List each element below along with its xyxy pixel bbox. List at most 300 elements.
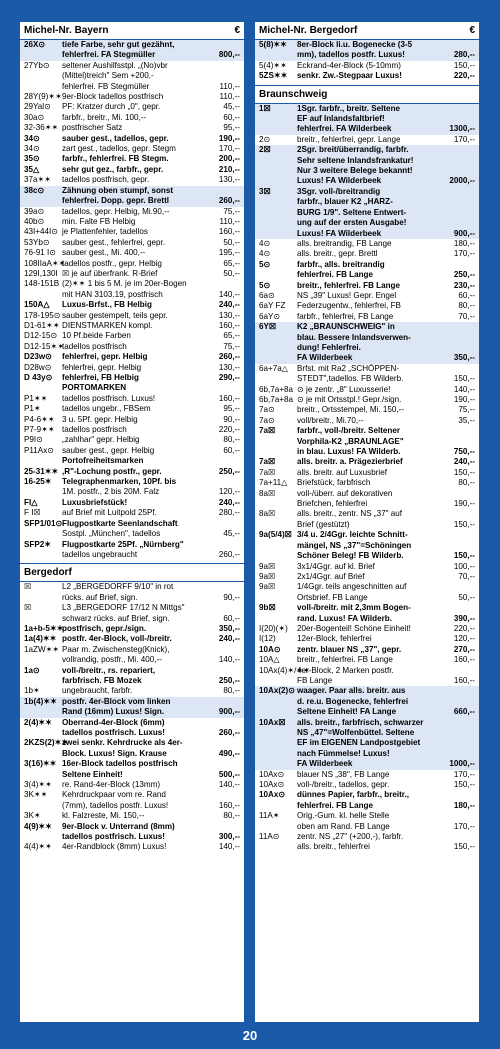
description: alls. breitrandig, FB Lange — [297, 238, 392, 248]
price — [206, 186, 240, 196]
price — [206, 383, 240, 393]
description: ⊙ je mit Ortsstpl.! Gepr./sign. — [297, 395, 402, 404]
price: 80,-- — [223, 811, 240, 821]
catalog-number: 5(8)✶✶ — [259, 40, 287, 49]
catalog-row — [255, 343, 479, 353]
catalog-row — [20, 487, 244, 497]
catalog-number: P1✶✶ — [24, 393, 48, 403]
catalog-number: 16-25✶ — [24, 477, 52, 487]
description: FA Wilderbeek — [297, 353, 353, 363]
description: EF im EIGENEN Landpostgebiet — [297, 738, 421, 748]
catalog-row — [255, 457, 479, 467]
description: Paar m. Zwischensteg(Knick), — [62, 644, 170, 654]
price — [206, 645, 240, 655]
description: ,R"-Lochung postfr., gepr. — [62, 466, 162, 476]
description: 3Sgr. voll-/breitrandig — [297, 186, 381, 196]
price: 300,-- — [218, 832, 240, 842]
catalog-number: P11Ax⊙ — [24, 445, 55, 455]
price: 140,-- — [218, 289, 240, 299]
price — [206, 540, 240, 550]
catalog-number: 2⊙ — [259, 134, 271, 144]
description: L2 „BERGEDORFF 9/10" in rot — [62, 582, 174, 592]
price — [441, 718, 475, 728]
description: mängel, NS „37"=Schöningen — [297, 540, 412, 550]
description: fehlerfrei. FA Wilderbeek — [297, 124, 392, 134]
catalog-number: 10A⊙ — [259, 644, 281, 654]
price — [206, 822, 240, 832]
price: 140,-- — [218, 842, 240, 852]
price — [206, 759, 240, 769]
catalog-number — [259, 218, 297, 228]
catalog-row — [20, 477, 244, 487]
catalog-row — [20, 603, 244, 613]
catalog-row — [255, 197, 479, 207]
description: 16er-Block tadellos postfrisch — [62, 759, 178, 769]
price: 75,-- — [223, 206, 240, 216]
catalog-row — [20, 456, 244, 466]
description: voll/breitr., Mi.70,-- — [297, 415, 364, 425]
catalog-number — [259, 697, 297, 707]
description: STEDT",tadellos. FB Wilderb. — [297, 374, 404, 384]
catalog-row — [255, 166, 479, 176]
price: 220,-- — [453, 623, 475, 633]
catalog-number: 5⊙ — [259, 259, 271, 269]
catalog-number: 2KZS(2)✶✶ — [24, 738, 69, 748]
catalog-number — [24, 487, 62, 497]
price: 260,-- — [218, 549, 240, 559]
catalog-number — [24, 50, 62, 60]
description: rand. Luxus! FA Wilderb. — [297, 613, 392, 623]
price: 220,-- — [218, 425, 240, 435]
catalog-number — [259, 801, 297, 811]
catalog-row — [20, 321, 244, 331]
price: 45,-- — [223, 102, 240, 112]
catalog-number: 5⊙ — [259, 280, 271, 290]
description: rücks. auf Brief, sign. — [62, 592, 138, 602]
price — [441, 260, 475, 270]
price: 900,-- — [218, 707, 240, 717]
description: fehlerfrei. FA Stegmüller — [62, 50, 156, 60]
catalog-row — [20, 697, 244, 707]
catalog-number: 34⊙ — [24, 133, 40, 143]
description: 4er-Randblock (8mm) Luxus! — [62, 842, 167, 852]
catalog-number — [24, 82, 62, 92]
catalog-number — [259, 842, 297, 852]
description: Luxus! FA Wilderbeek — [297, 228, 382, 238]
catalog-row — [20, 770, 244, 780]
page-number: 20 — [242, 1028, 258, 1043]
column-header — [255, 22, 479, 40]
catalog-number — [259, 270, 297, 280]
description: 4er-Block, 2 Marken postfr. — [297, 665, 394, 675]
catalog-number — [259, 728, 297, 738]
price — [441, 437, 475, 447]
catalog-row — [255, 416, 479, 426]
catalog-row — [20, 822, 244, 832]
catalog-row — [255, 270, 479, 280]
catalog-number — [24, 801, 62, 811]
column-header-label: Michel-Nr. Bayern — [24, 25, 109, 36]
description: Schöner Beleg! FB Wilderb. — [297, 551, 404, 561]
description: alls. breitr., zentr. NS „37" auf — [297, 509, 402, 519]
price: 350,-- — [453, 353, 475, 363]
price: 45,-- — [223, 529, 240, 539]
price: 70,-- — [458, 571, 475, 581]
price — [441, 426, 475, 436]
description: breitr., fehlerfrei, gepr. Lange — [297, 134, 401, 144]
catalog-number: P4-6✶✶ — [24, 414, 55, 424]
catalog-number: 6a⊙ — [259, 290, 275, 300]
catalog-row — [20, 102, 244, 112]
description: fehlerfrei. FB Lange — [297, 270, 374, 280]
catalog-number — [259, 343, 297, 353]
price: 90,-- — [223, 414, 240, 424]
description: Zähnung oben stumpf, sonst — [62, 185, 174, 195]
catalog-number: 10Ax⊙ — [259, 769, 285, 779]
catalog-number: 1a⊙ — [24, 665, 40, 675]
catalog-row — [255, 395, 479, 405]
description: EF auf Inlandsfaltbrief! — [297, 114, 385, 124]
price: 160,-- — [218, 800, 240, 810]
catalog-row — [20, 790, 244, 800]
section-title: Bergedorf — [20, 563, 244, 582]
price: 800,-- — [218, 50, 240, 60]
description: d. re.u. Bogenecke, fehlerfrei — [297, 696, 409, 706]
description: Vorphila-K2 „BRAUNLAGE" — [297, 436, 404, 446]
catalog-number: SFP1/01⊙ — [24, 518, 63, 528]
description: ☒ je auf überfrank. R-Brief — [62, 268, 158, 278]
description: ung auf der ersten Ausgabe! — [297, 218, 407, 228]
description: tadellos postfrisch — [62, 341, 127, 351]
description: FB Lange — [297, 675, 333, 685]
catalog-row — [255, 156, 479, 166]
description: BURG 1/9". Seltene Entwert- — [297, 207, 407, 217]
catalog-row — [20, 123, 244, 133]
catalog-number: 7a☒ — [259, 426, 276, 436]
catalog-row — [20, 134, 244, 144]
description: breitr., fehlerfrei. FB Lange — [297, 655, 393, 665]
price: 150,-- — [453, 374, 475, 384]
description: voll-/breitr., tadellos, gepr. — [297, 780, 390, 790]
description: zentr. blauer NS „37", gepr. — [297, 644, 402, 654]
description: L3 „BERGEDORF 17/12 N Mittgs" — [62, 603, 185, 613]
description: 12er-Block, fehlerfrei — [297, 634, 372, 644]
price — [441, 40, 475, 50]
catalog-number: 4(4)✶✶ — [24, 842, 52, 852]
catalog-number: 26X⊙ — [24, 40, 46, 49]
description: breitr., fehlerfrei. FB Lange — [297, 280, 400, 290]
catalog-number: D12-15⊙ — [24, 331, 58, 341]
price: 160,-- — [218, 320, 240, 330]
catalog-row — [255, 738, 479, 748]
price: 150,-- — [453, 467, 475, 477]
description: 10 Pf.beide Farben — [62, 331, 131, 341]
catalog-number: P9I⊙ — [24, 435, 43, 445]
price — [441, 343, 475, 353]
catalog-row — [255, 208, 479, 218]
price: 90,-- — [223, 592, 240, 602]
catalog-number — [259, 166, 297, 176]
price — [206, 582, 240, 592]
catalog-number — [24, 832, 62, 842]
price — [206, 666, 240, 676]
price — [206, 697, 240, 707]
description: voll-/breitr. mit 2,3mm Bogen- — [297, 603, 411, 613]
description: min. Falte FB Helbig — [62, 216, 136, 226]
description: (7mm), tadellos postfr. Luxus! — [62, 800, 169, 810]
catalog-number — [259, 614, 297, 624]
catalog-number: 76-91 I⊙ — [24, 248, 56, 258]
description: 1/4Ggr. teils angeschnitten auf — [297, 582, 407, 592]
description: fehlerfrei, FB Helbig — [62, 373, 139, 382]
catalog-row — [255, 697, 479, 707]
catalog-number: 10Ax☒ — [259, 717, 286, 727]
description: blauer NS „38", FB Lange — [297, 769, 390, 779]
catalog-number: 8a☒ — [259, 488, 276, 498]
price: 170,-- — [453, 249, 475, 259]
catalog-number — [259, 197, 297, 207]
catalog-row — [20, 144, 244, 154]
catalog-number: 35△ — [24, 164, 40, 174]
price: 250,-- — [218, 466, 240, 476]
catalog-number — [259, 499, 297, 509]
price: 80,-- — [223, 686, 240, 696]
catalog-row — [255, 801, 479, 811]
description: zentr. NS „27" (+200,-), farbfr. — [297, 832, 404, 842]
description: alls. breitr. auf Luxusbrief — [297, 467, 387, 477]
catalog-row — [255, 385, 479, 395]
catalog-number — [24, 290, 62, 300]
description: 2x1/4Ggr. auf Brief — [297, 571, 365, 581]
catalog-number: 1aZW✶✶ — [24, 644, 60, 654]
description: farbfr., blauer K2 „HARZ- — [297, 197, 393, 207]
description: in blau. Luxus! FA Wilderb. — [297, 447, 401, 457]
catalog-row — [20, 415, 244, 425]
catalog-row — [20, 540, 244, 550]
catalog-number: 8a☒ — [259, 509, 276, 519]
description: sehr gut gez., farbfr., gepr. — [62, 164, 164, 174]
catalog-number: 7a⊙ — [259, 405, 275, 415]
catalog-number — [24, 676, 62, 686]
description: Luxus-Brfst., FB Helbig — [62, 300, 152, 310]
price — [441, 749, 475, 759]
catalog-number — [259, 50, 297, 60]
description: 1Sgr. farbfr., breitr. Seltene — [297, 103, 401, 113]
catalog-number: 5ZS✶✶ — [259, 71, 288, 81]
catalog-number: 150A△ — [24, 300, 50, 310]
catalog-row — [20, 92, 244, 102]
description: Portofreiheitsmarken — [62, 456, 144, 466]
catalog-number — [259, 520, 297, 530]
catalog-row — [255, 124, 479, 134]
catalog-row — [255, 499, 479, 509]
price — [441, 666, 475, 676]
catalog-number: 28Y(9)✶✶ — [24, 92, 62, 102]
catalog-row — [255, 50, 479, 60]
description: postfrischer Satz — [62, 123, 123, 133]
price: 250,-- — [218, 675, 240, 685]
catalog-row — [20, 842, 244, 852]
catalog-row — [255, 520, 479, 530]
description: senkr. Zw.-Stegpaar Luxus! — [297, 71, 402, 81]
catalog-number: 10Ax⊙ — [259, 790, 286, 800]
catalog-number — [259, 156, 297, 166]
catalog-number — [24, 593, 62, 603]
price — [441, 104, 475, 114]
description: PF: Kratzer durch „0", gepr. — [62, 102, 161, 112]
description: sauber gestempelt, teils gepr. — [62, 310, 168, 320]
description: farbfr., voll-/breitr. Seltener — [297, 426, 401, 436]
catalog-number: 2(4)✶✶ — [24, 717, 52, 727]
description: tadellos, gepr. Helbig, Mi.90,-- — [62, 206, 170, 216]
catalog-number: 178-195⊙ — [24, 310, 61, 320]
price: 110,-- — [219, 81, 240, 91]
catalog-number: 2☒ — [259, 145, 271, 155]
catalog-row — [255, 312, 479, 322]
price: 65,-- — [223, 258, 240, 268]
price — [206, 71, 240, 81]
description: Oberrand-4er-Block (6mm) — [62, 717, 165, 727]
catalog-number — [259, 124, 297, 134]
catalog-number: I(20)(✶) — [259, 623, 288, 633]
catalog-number: 9a(5/4)☒ — [259, 530, 292, 540]
description: postfrisch, gepr./sign. — [62, 623, 147, 633]
price: 130,-- — [218, 362, 240, 372]
catalog-row — [255, 447, 479, 457]
description: NS „39" Luxus! Gepr. Engel — [297, 290, 397, 300]
price: 130,-- — [218, 175, 240, 185]
price: 65,-- — [223, 331, 240, 341]
catalog-number — [259, 447, 297, 457]
catalog-number: 1a+b-5✶✶ — [24, 623, 64, 633]
price — [206, 477, 240, 487]
price — [441, 582, 475, 592]
catalog-number: 9b☒ — [259, 603, 276, 613]
right-column — [255, 22, 479, 1022]
price — [441, 697, 475, 707]
description: Brief (gestützt) — [297, 519, 350, 529]
catalog-number: 3K✶✶ — [24, 790, 48, 800]
description: seltener Aushilfsstpl. „(No)vbr — [62, 60, 168, 70]
price: 260,-- — [218, 728, 240, 737]
catalog-row — [255, 176, 479, 186]
catalog-number: 40b⊙ — [24, 216, 45, 226]
description: tadellos postfrisch. Luxus! — [62, 728, 165, 737]
catalog-row — [255, 374, 479, 384]
catalog-row — [20, 780, 244, 790]
description: tadellos ungebr., FBSem — [62, 404, 151, 414]
price — [441, 145, 475, 155]
catalog-number: 10A△ — [259, 655, 280, 665]
price: 260,-- — [218, 196, 240, 206]
catalog-number: 34⊙ — [24, 144, 40, 154]
description: tadellos postfrisch. Luxus! — [62, 832, 165, 842]
catalog-row — [20, 529, 244, 539]
catalog-row — [255, 301, 479, 311]
catalog-row — [20, 550, 244, 560]
catalog-number: 43I+44I⊙ — [24, 227, 59, 237]
price — [441, 686, 475, 696]
description: tadellos postfrisch — [62, 425, 127, 435]
catalog-number: 3☒ — [259, 186, 271, 196]
catalog-number: 4⊙ — [259, 249, 271, 259]
catalog-row — [20, 446, 244, 456]
catalog-row — [20, 759, 244, 769]
catalog-row — [255, 218, 479, 228]
description: K2 „BRAUNSCHWEIG" in — [297, 322, 395, 332]
catalog-number: D28w⊙ — [24, 362, 52, 372]
catalog-number — [24, 770, 62, 780]
catalog-row — [20, 331, 244, 341]
catalog-number: I(12) — [259, 634, 276, 644]
catalog-number: 1☒ — [259, 103, 271, 113]
price: 180,-- — [453, 800, 475, 810]
catalog-row — [255, 822, 479, 832]
description: Luxus! FA Wilderbeek — [297, 176, 382, 186]
description: Nur 3 weitere Belege bekannt! — [297, 166, 413, 176]
catalog-number — [259, 374, 297, 384]
catalog-number — [259, 759, 297, 769]
catalog-row — [255, 842, 479, 852]
description: 3/4 u. 2/4Ggr. leichte Schnitt- — [297, 530, 408, 540]
price — [441, 603, 475, 613]
catalog-row — [20, 113, 244, 123]
price: 140,-- — [453, 384, 475, 394]
description: zart gest., tadellos, gepr. Stegm — [62, 144, 176, 154]
catalog-row — [20, 718, 244, 728]
description: DIENSTMARKEN kompl. — [62, 320, 153, 330]
price: 80,-- — [223, 435, 240, 445]
price: 150,-- — [453, 551, 475, 561]
description: 3x1/4Ggr. auf kl. Brief — [297, 561, 375, 571]
catalog-row — [255, 478, 479, 488]
catalog-number: 4⊙ — [259, 238, 271, 248]
column-header — [20, 22, 244, 40]
catalog-row — [20, 227, 244, 237]
catalog-row — [255, 593, 479, 603]
catalog-row — [20, 82, 244, 92]
description: FA Wilderbeek — [297, 759, 353, 769]
catalog-number — [259, 541, 297, 551]
description: schwarz rücks. auf Brief, sign. — [62, 613, 170, 623]
catalog-row — [20, 71, 244, 81]
price: 390,-- — [453, 613, 475, 623]
catalog-row — [20, 749, 244, 759]
catalog-row — [255, 489, 479, 499]
description: waager. Paar alls. breitr. aus — [297, 686, 406, 696]
catalog-number — [24, 749, 62, 759]
catalog-row — [20, 40, 244, 50]
catalog-number — [24, 456, 62, 466]
description: kl. Falzreste, Mi. 150,-- — [62, 811, 145, 821]
catalog-number — [259, 176, 297, 186]
price: 160,-- — [453, 655, 475, 665]
catalog-number: 1b✶ — [24, 686, 40, 696]
catalog-row — [255, 468, 479, 478]
currency-label: € — [234, 25, 240, 36]
catalog-row — [20, 238, 244, 248]
catalog-row — [20, 614, 244, 624]
catalog-number — [259, 208, 297, 218]
description: sauber gest., gepr. Helbig — [62, 445, 155, 455]
catalog-number: 39a⊙ — [24, 206, 45, 216]
price: 75,-- — [223, 341, 240, 351]
price: 60,-- — [223, 112, 240, 122]
description: oben am Rand. FB Lange — [297, 821, 390, 831]
price: 75,-- — [458, 405, 475, 415]
price: 190,-- — [453, 499, 475, 509]
catalog-row — [255, 655, 479, 665]
